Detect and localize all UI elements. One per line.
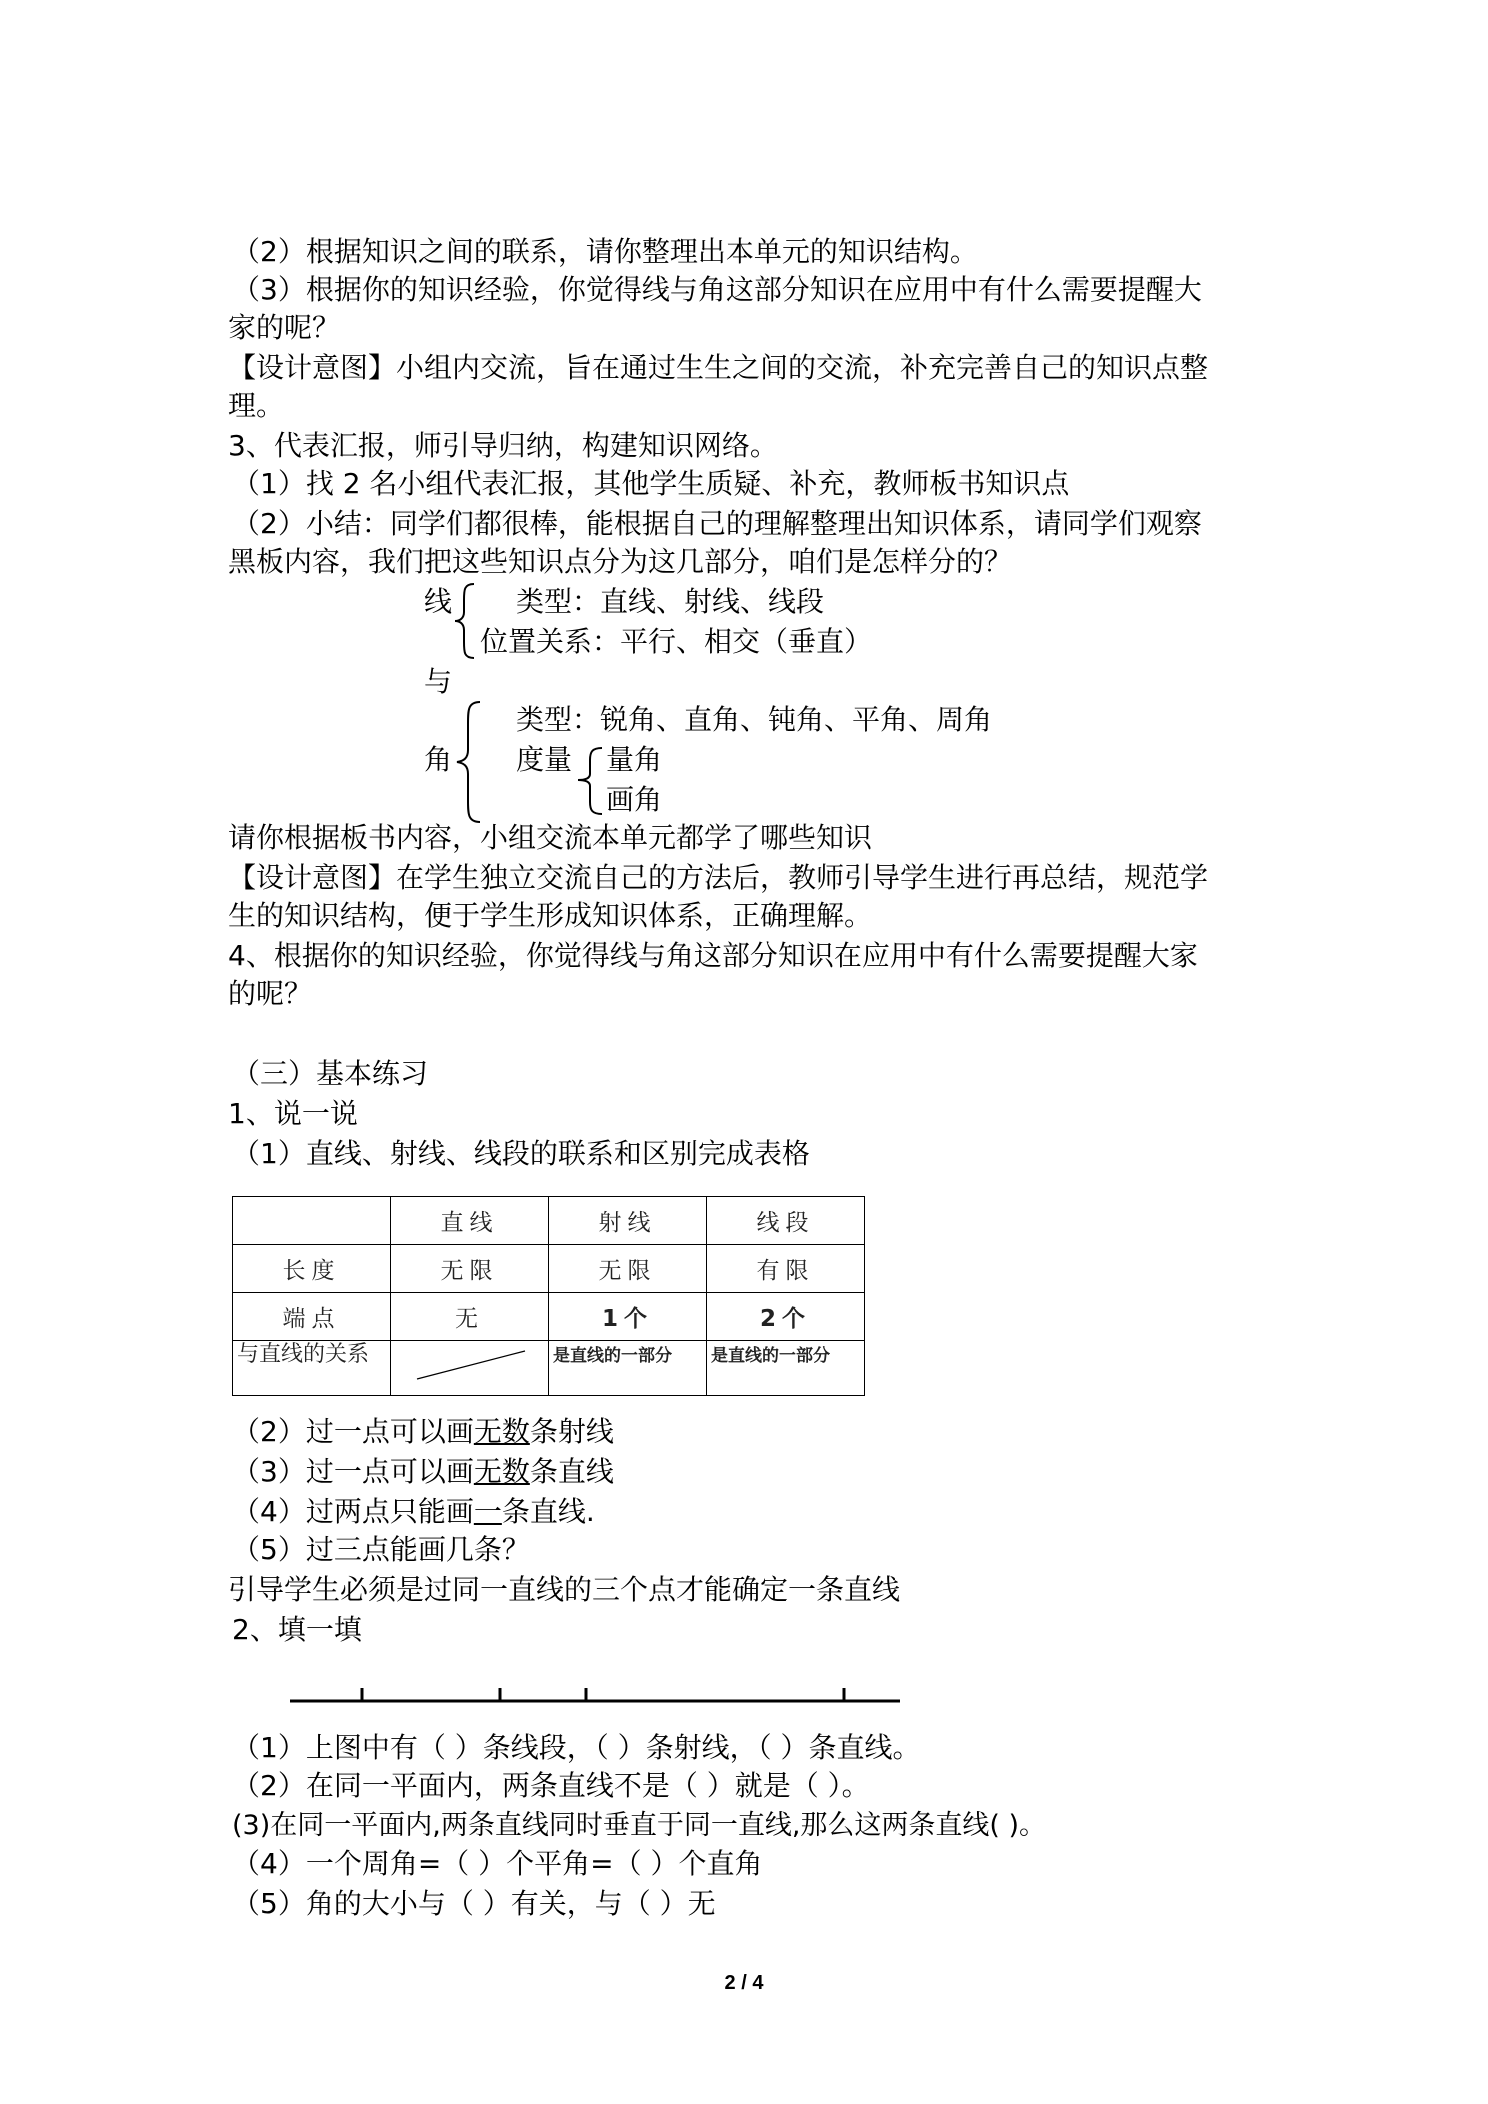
text-line-10: 请你根据板书内容，小组交流本单元都学了哪些知识	[228, 821, 873, 854]
sub-heading-fill: 2、填一填	[232, 1613, 362, 1646]
tree-line-type: 类型：直线、射线、线段	[516, 585, 825, 618]
table-cell: 2个	[707, 1293, 865, 1341]
brace-line	[452, 582, 478, 660]
fill-suffix: 条射线	[529, 1415, 614, 1448]
tree-line-position: 位置关系：平行、相交（垂直）	[480, 625, 873, 658]
fill-suffix: 条直线	[529, 1455, 614, 1488]
design-intent-1: 【设计意图】小组内交流，旨在通过生生之间的交流，补充完善自己的知识点整	[228, 351, 1209, 384]
text-line-25: （2）在同一平面内，两条直线不是（ ）就是（ ）。	[232, 1769, 870, 1802]
line-comparison-table	[232, 1196, 865, 1396]
text-line-20	[232, 1494, 595, 1530]
fill-prefix: （3）过一点可以画	[232, 1455, 474, 1488]
section-heading-4: 4、根据你的知识经验，你觉得线与角这部分知识在应用中有什么需要提醒大家	[228, 939, 1198, 972]
brace-angle	[454, 700, 484, 824]
table-cell: 是直线的一部分	[549, 1341, 707, 1396]
fill-suffix: 条直线.	[501, 1495, 595, 1528]
text-line-22: 引导学生必须是过同一直线的三个点才能确定一条直线	[228, 1573, 901, 1606]
text-line-5: 理。	[228, 389, 285, 422]
section-heading-3: 3、代表汇报，师引导归纳，构建知识网络。	[228, 429, 778, 462]
table-header-cell: 线段	[707, 1197, 865, 1245]
fill-answer: 无数	[473, 1455, 530, 1488]
line-sketch	[395, 1341, 545, 1389]
design-intent-2: 【设计意图】在学生独立交流自己的方法后，教师引导学生进行再总结，规范学	[228, 861, 1209, 894]
table-header-row	[233, 1197, 865, 1245]
row-label-length: 长度	[233, 1245, 391, 1293]
table-cell: 1个	[549, 1293, 707, 1341]
tree-angle-type: 类型：锐角、直角、钝角、平角、周角	[516, 703, 993, 736]
text-line-24: （1）上图中有（ ）条线段，（ ）条射线，（ ）条直线。	[232, 1731, 921, 1764]
text-line-12: 生的知识结构，便于学生形成知识体系，正确理解。	[228, 899, 873, 932]
tree-measure: 度量	[516, 743, 573, 776]
table-header-cell	[233, 1197, 391, 1245]
table-row	[233, 1245, 865, 1293]
text-line-18	[232, 1414, 614, 1450]
text-line-14: 的呢？	[228, 977, 313, 1010]
sub-heading-say: 1、说一说	[228, 1097, 358, 1130]
table-header-cell: 射线	[549, 1197, 707, 1245]
text-line-28: （5）角的大小与（ ）有关，与（ ）无	[232, 1887, 716, 1920]
table-row	[233, 1293, 865, 1341]
page-number: 2 / 4	[724, 1972, 764, 1994]
text-line-9: 黑板内容，我们把这些知识点分为这几部分，咱们是怎样分的？	[228, 545, 1013, 578]
fill-prefix: （4）过两点只能画	[232, 1495, 474, 1528]
table-cell: 有限	[707, 1245, 865, 1293]
text-line-27: （4）一个周角=（ ）个平角=（ ）个直角	[232, 1847, 763, 1880]
text-line-1: （2）根据知识之间的联系，请你整理出本单元的知识结构。	[232, 235, 978, 268]
tree-angle-char: 角	[424, 743, 453, 776]
table-cell: 无	[391, 1293, 549, 1341]
table-cell-line-sketch	[391, 1341, 549, 1396]
text-line-21: （5）过三点能画几条？	[232, 1533, 530, 1566]
table-row	[233, 1341, 865, 1396]
text-line-19	[232, 1454, 614, 1490]
text-line-17: （1）直线、射线、线段的联系和区别完成表格	[232, 1137, 810, 1170]
fill-prefix: （2）过一点可以画	[232, 1415, 474, 1448]
fill-answer: 一	[473, 1495, 502, 1528]
section-title-basic-practice: （三）基本练习	[232, 1057, 429, 1090]
text-line-2: （3）根据你的知识经验，你觉得线与角这部分知识在应用中有什么需要提醒大	[232, 273, 1202, 306]
tree-and-char: 与	[424, 665, 453, 698]
table-cell: 是直线的一部分	[707, 1341, 865, 1396]
table-cell: 无限	[391, 1245, 549, 1293]
brace-measure	[574, 744, 604, 818]
segment-diagram	[288, 1676, 904, 1706]
tree-measure-2: 画角	[606, 783, 663, 816]
tree-line-char: 线	[424, 585, 453, 618]
row-label-endpoint: 端点	[233, 1293, 391, 1341]
tree-measure-1: 量角	[606, 743, 663, 776]
table-cell: 无限	[549, 1245, 707, 1293]
text-line-3: 家的呢？	[228, 311, 341, 344]
row-label-relation: 与直线的关系	[233, 1341, 391, 1396]
table-header-cell: 直线	[391, 1197, 549, 1245]
fill-answer: 无数	[473, 1415, 530, 1448]
text-line-8: （2）小结：同学们都很棒，能根据自己的理解整理出知识体系，请同学们观察	[232, 507, 1202, 540]
text-line-26: (3)在同一平面内,两条直线同时垂直于同一直线,那么这两条直线( )。	[232, 1810, 1047, 1841]
text-line-7: （1）找 2 名小组代表汇报，其他学生质疑、补充，教师板书知识点	[232, 467, 1070, 500]
